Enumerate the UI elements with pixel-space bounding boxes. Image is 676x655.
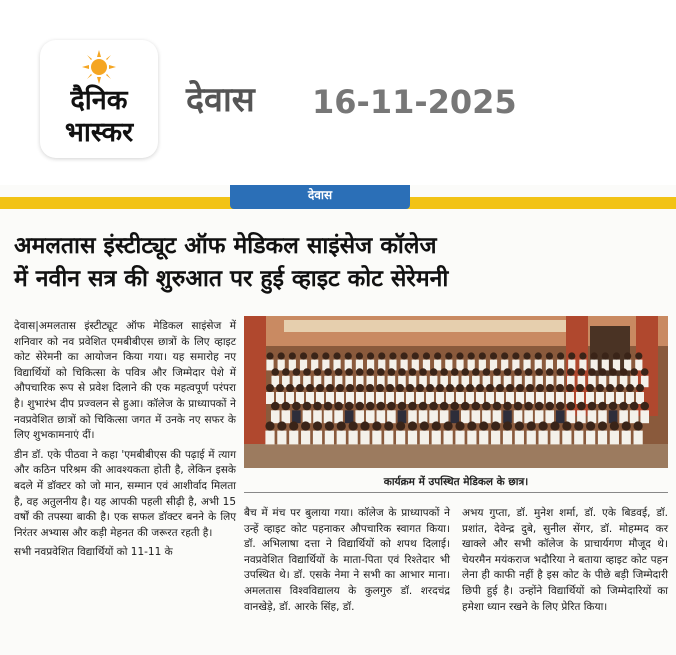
article-column-1 xyxy=(14,319,236,565)
headline-line-1: अमलतास इंस्टीट्यूट ऑफ मेडिकल साइंसेज कॉलेज xyxy=(14,233,437,259)
section-tab-label: देवास xyxy=(307,188,333,202)
section-tab xyxy=(230,185,410,209)
article-paragraph: देवास|अमलतास इंस्टीट्यूट ऑफ मेडिकल साइंसेज में शनिवार को नव प्रवेशित एमबीबीएस छात्रों के लिए व्हाइट कोट सेरेमनी का आयोजन किया गया। यह समारोह नए विद्यार्थियों को चिकित्सा के पवित्र और जिम्मेदार पेशे में औपचारिक रूप से प्रवेश दिलाने की एक महत्वपूर्ण परंपरा है। शुभारंभ दीप प्रज्वलन से हुआ। कॉलेज के प्राध्यापकों ने नवप्रवेशित छात्रों को चिकित्सा जगत में उनके नए सफर के लिए शुभकामनाएं दीं। xyxy=(14,320,236,442)
newspaper-clipping xyxy=(0,185,676,655)
logo-text-bhaskar: भास्कर xyxy=(64,117,134,148)
article-paragraph: डीन डॉ. एके पीठवा ने कहा 'एमबीबीएस की पढ़ाई में त्याग और कठिन परिश्रम की आवश्यकता होती है, लेकिन इसके बदले में डॉक्टर को जो मान, सम्मान एवं आशीर्वाद मिलता है, वह अतुलनीय है। यह आपकी पहली सीढ़ी है, अभी 15 वर्षों की तपस्या बाकी है। एक सफल डॉक्टर बनने के लिए निरंतर अभ्यास और कड़ी मेहनत की जरूरत रहती है। xyxy=(14,448,236,539)
article-column-3: अभय गुप्ता, डॉ. मुनेश शर्मा, डॉ. एके बिडवई, डॉ. प्रशांत, देवेन्द्र दुबे, सुनील सेंगर, डॉ. मोहम्मद कर खाक्ले और सभी कॉलेज के प्राचार्यगण मौजूद थे। चेयरमैन मयंकराज भदौरिया ने बताया व्हाइट कोट पहन लेना ही काफी नहीं है इस कोट के पीछे बड़ी जिम्मेदारी छिपी हुई है। उन्होंने विद्यार्थियों को जिम्मेदारियों का हमेशा ध्यान रखने के लिए प्रेरित किया। xyxy=(462,507,668,613)
article-headline xyxy=(14,230,664,296)
group-photo xyxy=(244,316,668,468)
app-header xyxy=(0,0,676,185)
caption-divider xyxy=(244,492,668,493)
dainik-bhaskar-logo[interactable] xyxy=(40,40,158,158)
article-paragraph: सभी नवप्रवेशित विद्यार्थियों को 11-11 के xyxy=(14,546,173,559)
edition-city: देवास xyxy=(186,80,255,120)
photo-caption: कार्यक्रम में उपस्थित मेडिकल के छात्र। xyxy=(383,476,529,488)
logo-text-dainik: दैनिक xyxy=(70,85,128,116)
headline-line-2: में नवीन सत्र की शुरुआत पर हुई व्हाइट कोट सेरेमनी xyxy=(14,266,449,292)
edition-date: 16-11-2025 xyxy=(312,83,517,121)
article-column-2: बैच में मंच पर बुलाया गया। कॉलेज के प्राध्यापकों ने उन्हें व्हाइट कोट पहनाकर औपचारिक स्वागत किया। डॉ. अभिलाषा दत्ता ने विद्यार्थियों को शपथ दिलाई। नवप्रवेशित विद्यार्थियों के माता-पिता एवं रिश्तेदार भी उपस्थित थे। डॉ. एसके नेमा ने सभी का आभार माना। अमलतास विश्वविद्यालय के कुलगुरु डॉ. शरदचंद्र वानखेड़े, डॉ. आरके सिंह, डॉ. xyxy=(244,507,450,613)
sun-icon xyxy=(82,50,116,84)
